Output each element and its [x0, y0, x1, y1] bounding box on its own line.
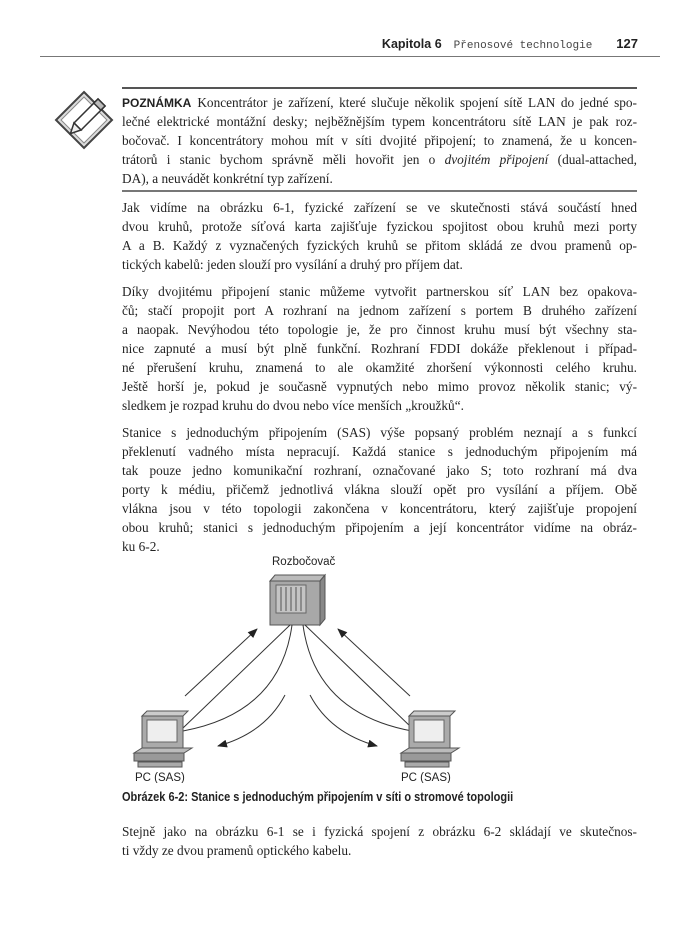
text-line: nice zapnuté a musí být plně funkční. Rozhraní FDDI dokáže překlenout i případ-	[122, 341, 637, 356]
note-text: Koncentrátor je zařízení, které slučuje několik spojení sítě LAN do jedné spo-	[197, 95, 637, 110]
note-box	[122, 93, 637, 188]
right-pc-label: PC (SAS)	[401, 772, 451, 783]
note-text: (dual-attached,	[557, 152, 638, 167]
text-line: Díky dvojitému připojení stanic můžeme vytvořit partnerskou síť LAN bez opakova-	[122, 284, 637, 299]
note-top-rule	[122, 87, 637, 89]
connection-lines	[183, 625, 412, 746]
text-line: dvou kruhů, protože síťová karta zajišťuje fyzickou spojitost obou kruhů mezi porty	[122, 219, 637, 234]
text-line: sledkem je rozpad kruhu do dvou nebo více menších „kroužků“.	[122, 398, 464, 413]
text-line: tických kabelů: jeden slouží pro vysílání a druhý pro příjem dat.	[122, 257, 463, 272]
text-line: překlenutí vadného místa nepracují. Každá stanice s jednoduchým připojením má	[122, 444, 637, 459]
right-pc-icon	[401, 711, 459, 767]
text-line: čů; stačí propojit port A rozhraní na jednom zařízení s portem B druhého zařízení	[122, 303, 637, 318]
hub-label: Rozbočovač	[272, 556, 336, 568]
text-line: Jak vidíme na obrázku 6-1, fyzické zařízení se ve skutečnosti stává součástí hned	[122, 200, 637, 215]
note-text: bočovač. I koncentrátory mohou mít v síti dvojité připojení; to znamená, že u koncen-	[122, 133, 637, 148]
paragraph-4	[122, 822, 637, 860]
section-title: Přenosové technologie	[453, 40, 593, 52]
note-text: DA), a neuvádět konkrétní typ zařízení.	[122, 171, 333, 186]
running-header	[382, 36, 638, 52]
note-text: lečné elektrické montážní desky; nejběžnějším typem koncentrátoru sítě LAN je pak roz-	[122, 114, 637, 129]
note-pencil-icon	[52, 88, 116, 152]
left-pc-label: PC (SAS)	[135, 772, 185, 783]
paragraph-1	[122, 198, 637, 274]
figure-caption: Obrázek 6-2: Stanice s jednoduchým připojením v síti o stromové topologii	[122, 790, 514, 804]
text-line: obou kruhů; stanici s jednoduchým připojením a její koncentrátor vidíme na obráz-	[122, 520, 637, 535]
header-rule	[40, 56, 660, 57]
text-line: né přerušení kruhu, znamená to ale okamžité zhoršení výkonnosti celého kruhu.	[122, 360, 637, 375]
hub-icon	[270, 575, 325, 625]
text-line: ti vždy ze dvou pramenů optického kabelu.	[122, 843, 352, 858]
text-line: A a B. Každý z vyznačených fyzických kruhů se přitom skládá ze dvou pramenů op-	[122, 238, 637, 253]
text-line: porty k médiu, přičemž jednotlivá vlákna slouží opět pro vysílání a příjem. Obě	[122, 482, 637, 497]
text-line: Stanice s jednoduchým připojením (SAS) výše popsaný problém neznají a s funkcí	[122, 425, 637, 440]
paragraph-2	[122, 282, 637, 415]
text-line: vlákna jsou v této topologii zakončena v koncentrátoru, který zajišťuje propojení	[122, 501, 637, 516]
text-line: Stejně jako na obrázku 6-1 se i fyzická spojení z obrázku 6-2 skládají ve skutečnos-	[122, 824, 637, 839]
text-line: a naopak. Nevýhodou této topologie je, že pro činnost kruhu musí být všechny sta-	[122, 322, 637, 337]
text-line: ku 6-2.	[122, 539, 160, 554]
note-emphasis: dvojitém připojení	[444, 152, 549, 167]
chapter-label: Kapitola 6	[381, 37, 442, 51]
text-line: tak pouze jedno komunikační rozhraní, označované jako S; toto rozhraní má dva	[122, 463, 637, 478]
paragraph-3	[122, 423, 637, 556]
text-line: Ještě horší je, pokud je současně vypnutých nebo mimo provoz několik stanic; vý-	[122, 379, 637, 394]
page-number: 127	[616, 36, 638, 51]
left-pc-icon	[134, 711, 192, 767]
note-label: POZNÁMKA	[122, 96, 192, 110]
figure-diagram	[120, 548, 480, 783]
note-text: trátorů i stanic bychom správně měli hovořit jen o	[122, 152, 436, 167]
note-bottom-rule	[122, 190, 637, 192]
